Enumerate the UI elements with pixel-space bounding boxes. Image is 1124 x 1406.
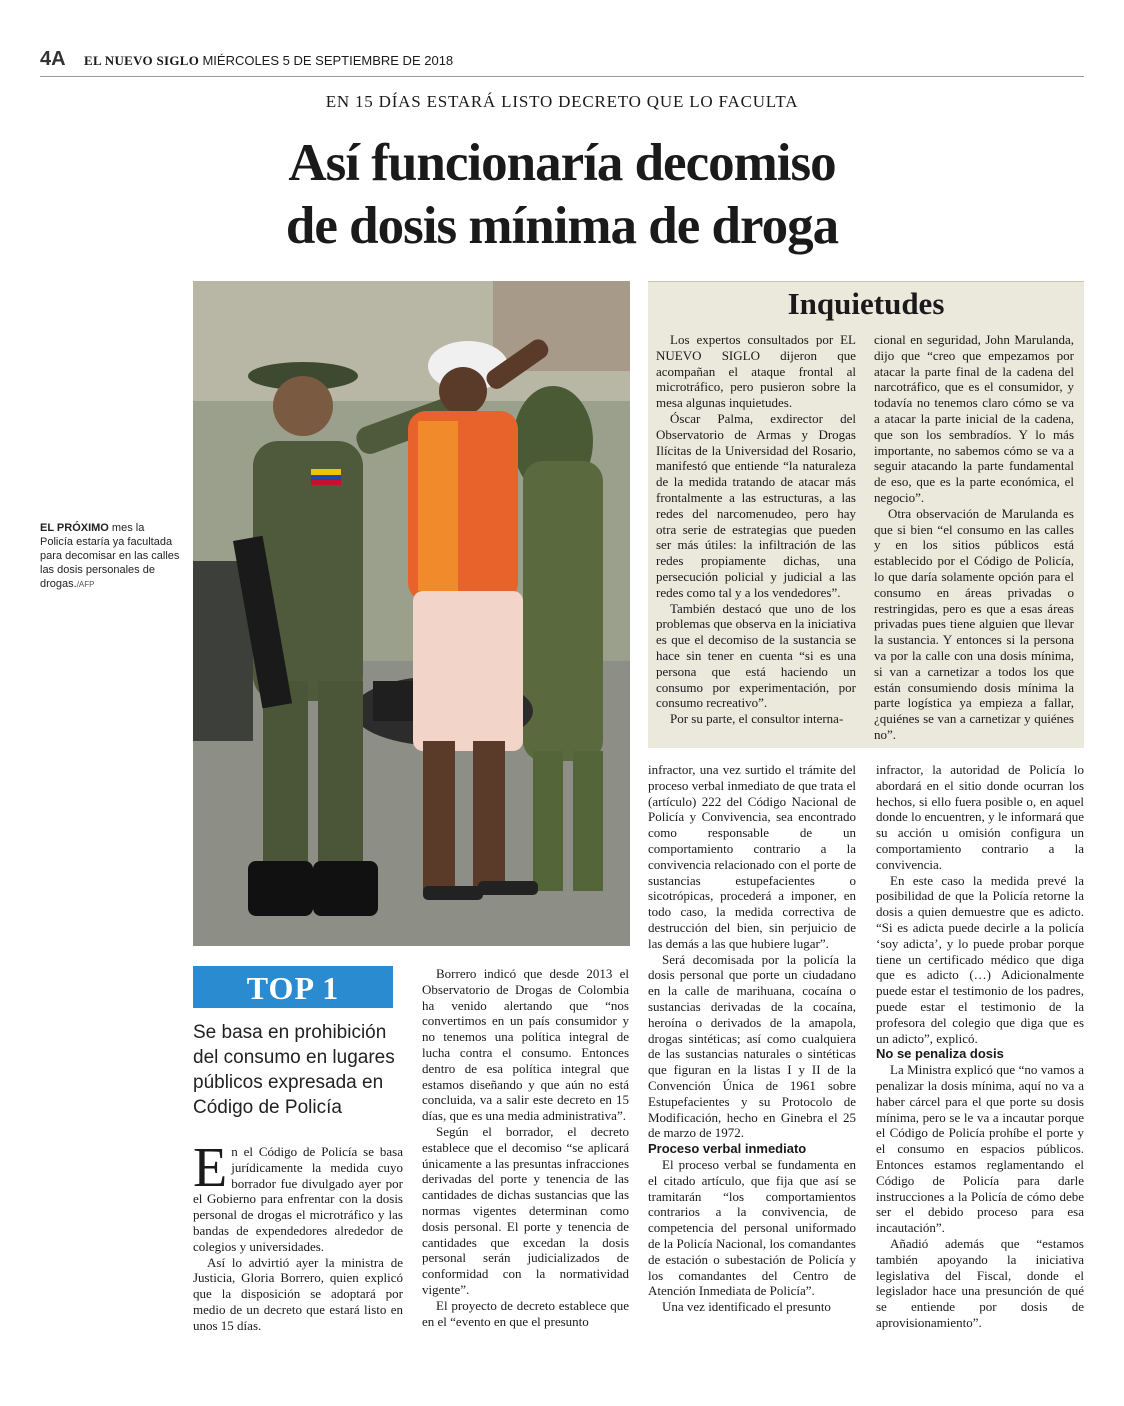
article-photo [193,281,630,946]
drop-cap: E [193,1137,228,1199]
paper-name: EL NUEVO SIGLO [84,53,200,68]
paragraph: El proceso verbal se fundamenta en el citado artículo, que fija que así se tramitarán “los comportamientos contrarios a la convivencia, de competencia del personal uniformado de la Policía Nacional, los comandantes de estación o subestación de Policía y los comandantes del Centro de Atención Inmediata de Policía”. [648,1156,856,1299]
issue-date: MIÉRCOLES 5 DE SEPTIEMBRE DE 2018 [202,53,454,68]
paragraph: Por su parte, el consultor interna- [670,711,844,727]
paragraph: Añadió además que “estamos también apoyando la iniciativa legislativa del Fiscal, donde el legislador hace una presunción de qué se entiende por dosis de aprovisionamiento”. [876,1235,1084,1330]
body-column-3 [648,762,856,1315]
paragraph: infractor, la autoridad de Policía lo abordará en el sitio donde ocurran los hechos, si ello fuera posible o, en aquel donde lo encuentren, y le informará que su acción u omisión configura un comportamiento contrario a la convivencia. [876,762,1084,872]
caption-lead: EL PRÓXIMO [40,522,109,534]
paragraph: La Ministra explicó que “no vamos a penalizar la dosis mínima, aquí no va a haber cárcel para el que porte su dosis mínima, pero se le va a incautar porque el Código de Policía prohíbe el porte y el consumo en espacios públicos. Entonces estamos reglamentando el Código de Policía para darle instrucciones a la Policía de cómo debe ser el debido proceso para esa incautación”. [876,1062,1084,1236]
body-column-2 [422,966,629,1329]
subhead-no-penaliza: No se penaliza dosis [876,1046,1004,1062]
paragraph: El proyecto de decreto establece que en el “evento en que el presunto [422,1297,629,1329]
top-banner: TOP 1 [193,966,393,1008]
top-summary: Se basa en prohibición del consumo en lugares públicos expresada en Código de Policía [193,1022,395,1118]
inquietudes-column-2 [874,332,1074,743]
lead-paragraph: En el Código de Policía se basa jurídicamente la medida cuyo borrador fue divulgado ayer por el Gobierno para enfrentar con la dosis personal de drogas el microtráfico y las bandas de expendedores alrededor de colegios y universidades. [193,1137,403,1254]
page-number: 4A [40,48,66,70]
photo-caption [40,521,180,592]
paragraph: Borrero indicó que desde 2013 el Observatorio de Drogas de Colombia ha venido alertando que “nos convertimos en un país consumidor y no tenemos una política integral de lucha contra el consumo. Entonces dentro de esa política integral que estamos diseñando y que aún no está concluida, va a salir este decreto en 15 días, que es una media administrativa”. [422,966,629,1124]
kicker: EN 15 DÍAS ESTARÁ LISTO DECRETO QUE LO FACULTA [325,92,799,111]
paragraph: Otra observación de Marulanda es que si bien “el consumo en las calles y en los sitios públicos está establecido por el Código de Policía, lo que daría solamente opción para el consumo en áreas privadas o restringidas, pero es que a esas áreas privadas pues tiene alguien que llevar la sustancia. Y entonces si la persona va por la calle con una dosis mínima, si van a carnetizar a todos los que están consumiendo dosis mínima la parte logística ya empieza a fallar, ¿quiénes se van a carnetizar y quiénes no”. [874,505,1074,742]
body-column-1 [193,1137,403,1334]
paragraph: Según el borrador, el decreto establece que el decomiso “se aplicará únicamente a las presuntas infracciones derivadas del porte y tenencia de las cantidades de dichas sustancias que las normas vigentes determinan como dosis personal. El porte y tenencia de cantidades que excedan la dosis personal serán judicializados de conformidad con la normatividad vigente”. [422,1123,629,1297]
paragraph: Los expertos consultados por EL NUEVO SIGLO dijeron que acompañan el ataque frontal al microtráfico, pero pusieron sobre la mesa algunas inquietudes. [656,332,856,411]
paragraph: cional en seguridad, John Marulanda, dijo que “creo que empezamos por atacar la parte final de la cadena del narcotráfico, que es el consumidor, y todavía no tenemos claro cómo se va a atacar la parte inicial de la cadena, que son los sembradíos. Y lo más importante, no sabemos cómo se va a seguir atacando la parte fundamental de eso, que es la parte económica, el negocio”. [874,332,1074,505]
paragraph: Óscar Palma, exdirector del Observatorio de Armas y Drogas Ilícitas de la Universidad del Rosario, manifestó que entiende “la naturaleza de la medida tratando de atacar más frontalmente a las estructuras, a las redes del narcomenudeo, pero hay otra serie de estrategias que pueden ser más útiles: la infiltración de las redes propiamente dichas, una persecución policial y judicial a las redes como tal y a los vendedores”. [656,410,856,600]
caption-text: mes la Policía estaría ya facultada para decomisar en las calles las dosis personales de drogas. [40,522,180,590]
caption-credit: /AFP [76,580,95,589]
paragraph: Una vez identificado el presunto [662,1299,831,1315]
headline-line-2: de dosis mínima de droga [285,197,839,255]
body-column-4 [876,762,1084,1331]
inquietudes-title: Inquietudes [787,286,945,321]
headline [0,132,1124,258]
photo-illustration [193,281,630,946]
headline-line-1: Así funcionaría decomiso [288,134,836,192]
paragraph: Será decomisada por la policía la dosis personal que porte un ciudadano en la calle de marihuana, cocaína o sustancias derivadas de la cocaína, heroína o derivados de la amapola, drogas sintéticas; así como cualquiera de las sustancias naturales o sintéticas que figuran en la listas I y II de la Convención Única de 1961 sobre Estupefacientes y su Protocolo de Modificación, hecho en Ginebra el 25 de marzo de 1972. [648,951,856,1141]
paragraph: También destacó que uno de los problemas que observa en la iniciativa es que el decomiso de la sustancia se hace sin tener en cuenta “si es una persona que está haciendo un consumo por experimentación, por consumo recreativo”. [656,600,856,711]
paragraph: Así lo advirtió ayer la ministra de Justicia, Gloria Borrero, quien explicó que la disposición se adoptará por medio de un decreto que estará listo en unos 15 días. [193,1254,403,1333]
paragraph: En este caso la medida prevé la posibilidad de que la Policía retorne la dosis a quien demuestre que es adicto. “Si es adicta puede decirle a la policía ‘soy adicta’, y lo puede probar porque tiene un certificado médico que diga que es adicto (…) Adicionalmente puede estar el testimonio de los padres, puede estar el testimonio de la profesora del colegio que diga que es un adicto”, explicó. [876,872,1084,1046]
header-rule [40,76,1084,77]
masthead [84,53,453,69]
inquietudes-column-1 [656,332,856,727]
inquietudes-box [648,281,1084,748]
subhead-proceso: Proceso verbal inmediato [648,1141,807,1157]
paragraph: infractor, una vez surtido el trámite del proceso verbal inmediato de que trata el (artículo) 222 del Código Nacional de Policía y Convivencia, sea encontrado como responsable de un comportamiento contrario a la convivencia relacionado con el porte de sustancias estupefacientes o sicotrópicas, procederá a imponer, en todo caso, la medida correctiva de destrucción del bien, sin perjuicio de las demás a las que hubiere lugar”. [648,762,856,951]
